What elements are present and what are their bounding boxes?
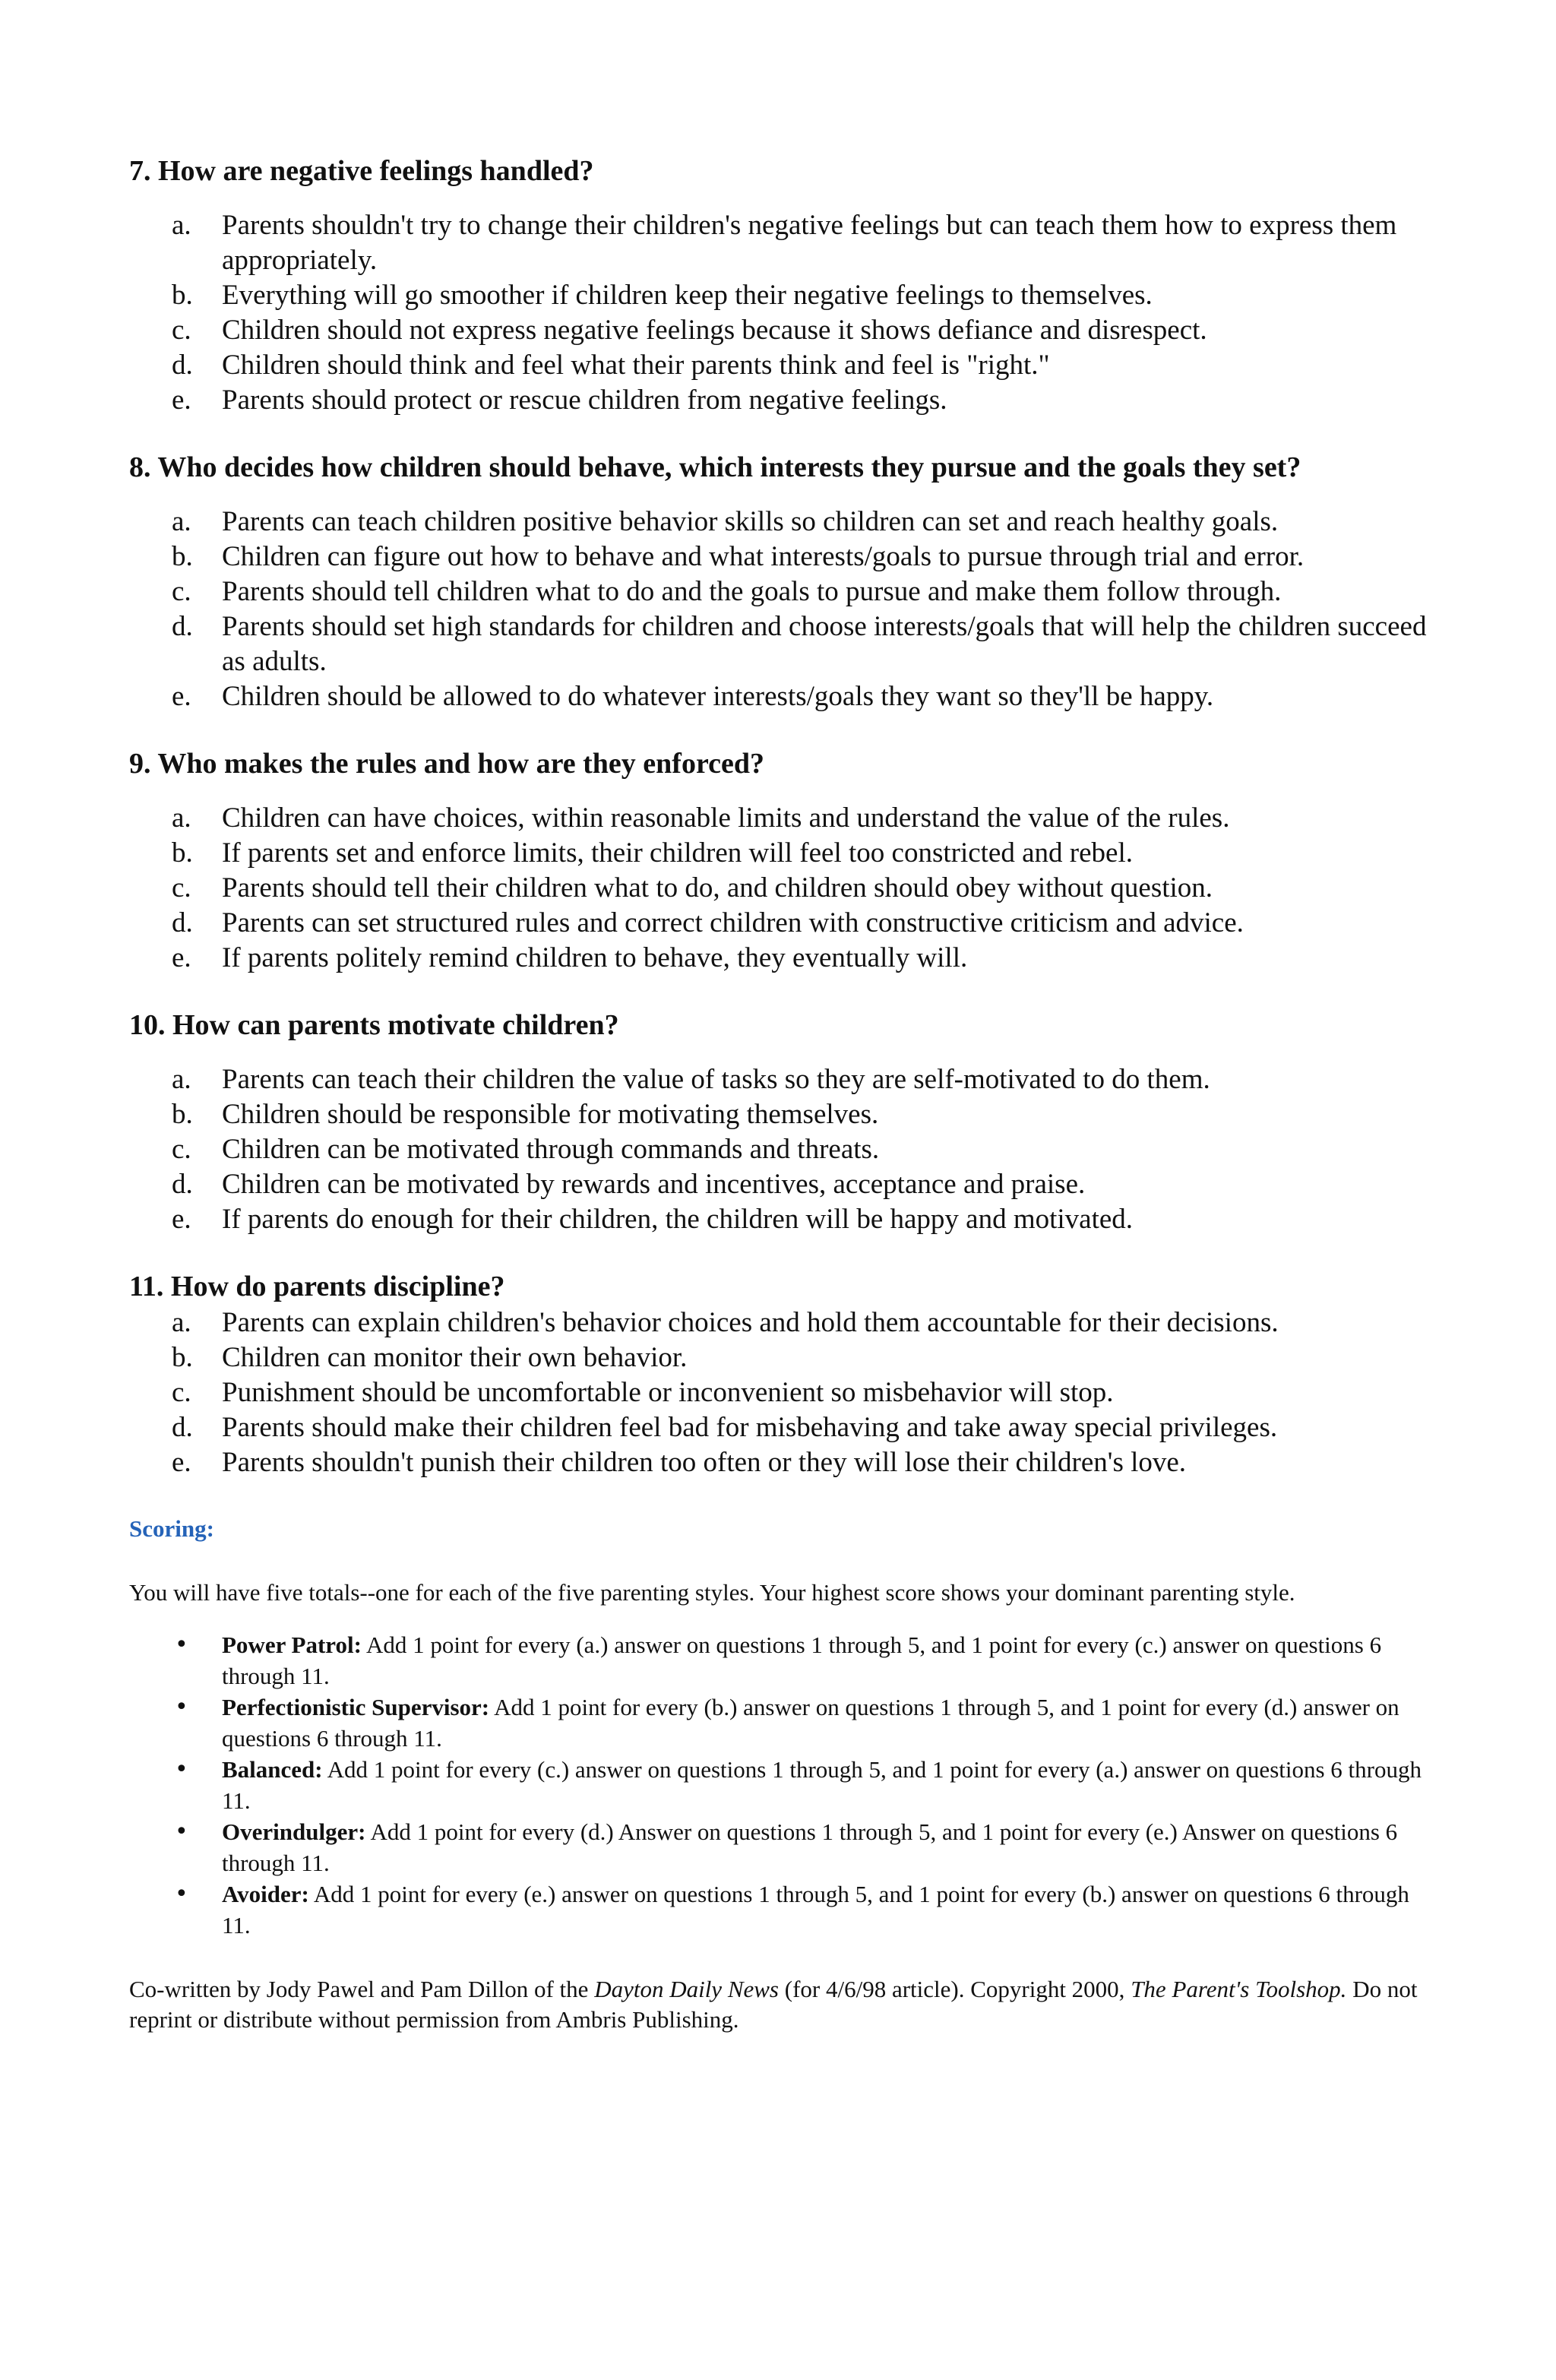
style-rule: Add 1 point for every (d.) Answer on questions 1 through 5, and 1 point for every (e.) Answer on questions 6 through 11.: [222, 1818, 1398, 1876]
style-name: Avoider:: [222, 1881, 309, 1907]
option-item: [129, 1097, 1436, 1132]
option-item: [129, 1062, 1436, 1097]
question-title: 11. How do parents discipline?: [129, 1271, 505, 1302]
option-text: Parents can teach their children the value of tasks so they are self-motivated to do them.: [222, 1064, 1210, 1095]
option-letter: b.: [172, 280, 193, 311]
option-text: Punishment should be uncomfortable or inconvenient so misbehavior will stop.: [222, 1377, 1114, 1408]
option-item: [129, 1167, 1436, 1202]
option-item: [129, 1202, 1436, 1237]
question-9: [129, 745, 1436, 976]
option-item: [129, 313, 1436, 348]
scoring-list: [129, 1629, 1436, 1941]
option-item: [129, 906, 1436, 941]
option-item: [129, 679, 1436, 714]
option-letter: b.: [172, 1342, 193, 1373]
option-text: Parents shouldn't punish their children too often or they will lose their children's love.: [222, 1447, 1187, 1478]
question-11: [129, 1268, 1436, 1480]
option-item: [129, 1445, 1436, 1480]
option-letter: b.: [172, 1099, 193, 1130]
option-letter: d.: [172, 1169, 193, 1200]
document-page: [129, 152, 1436, 2035]
option-item: [129, 278, 1436, 313]
question-title: 7. How are negative feelings handled?: [129, 155, 594, 187]
option-letter: b.: [172, 541, 193, 572]
style-rule: Add 1 point for every (c.) answer on questions 1 through 5, and 1 point for every (a.) answer on questions 6 through 11.: [222, 1756, 1422, 1814]
question-title: 8. Who decides how children should behave, which interests they pursue and the goals they set?: [129, 451, 1301, 483]
option-list: [129, 1062, 1436, 1237]
footer-text: Co-written by Jody Pawel and Pam Dillon of the: [129, 1976, 595, 2002]
option-text: Children should be allowed to do whatever interests/goals they want so they'll be happy.: [222, 681, 1214, 712]
option-letter: b.: [172, 837, 193, 869]
option-letter: d.: [172, 1412, 193, 1443]
option-letter: c.: [172, 1377, 191, 1408]
option-item: [129, 208, 1436, 278]
option-letter: d.: [172, 611, 193, 642]
option-letter: c.: [172, 315, 191, 346]
option-text: Parents should tell their children what to do, and children should obey without question.: [222, 872, 1213, 904]
option-text: Parents should tell children what to do and the goals to pursue and make them follow through.: [222, 576, 1282, 607]
option-list: [129, 1306, 1436, 1480]
question-8: [129, 448, 1436, 714]
style-name: Overindulger:: [222, 1818, 366, 1845]
option-letter: a.: [172, 1307, 191, 1338]
style-name: Power Patrol:: [222, 1632, 362, 1658]
option-list: [129, 505, 1436, 714]
scoring-item: [129, 1754, 1436, 1816]
option-letter: e.: [172, 681, 191, 712]
option-letter: e.: [172, 385, 191, 416]
option-list: [129, 208, 1436, 418]
option-letter: c.: [172, 872, 191, 904]
question-title: 10. How can parents motivate children?: [129, 1009, 619, 1041]
option-letter: d.: [172, 907, 193, 938]
option-item: [129, 871, 1436, 906]
option-letter: e.: [172, 942, 191, 973]
copyright-note: [129, 1974, 1436, 2035]
option-text: Parents can explain children's behavior choices and hold them accountable for their decisions.: [222, 1307, 1279, 1338]
option-item: [129, 348, 1436, 383]
option-text: If parents set and enforce limits, their children will feel too constricted and rebel.: [222, 837, 1133, 869]
option-letter: a.: [172, 1064, 191, 1095]
bullet-icon: •: [175, 1881, 188, 1907]
scoring-item: [129, 1878, 1436, 1941]
scoring-item: [129, 1692, 1436, 1754]
publication-name: Dayton Daily News: [594, 1976, 779, 2002]
option-text: Parents should make their children feel bad for misbehaving and take away special privileges.: [222, 1412, 1278, 1443]
option-item: [129, 505, 1436, 540]
option-letter: c.: [172, 576, 191, 607]
option-letter: e.: [172, 1204, 191, 1235]
option-letter: d.: [172, 350, 193, 381]
scoring-heading: Scoring:: [129, 1515, 214, 1542]
option-item: [129, 574, 1436, 609]
option-item: [129, 1410, 1436, 1445]
option-item: [129, 540, 1436, 574]
question-10: [129, 1006, 1436, 1237]
option-item: [129, 1375, 1436, 1410]
option-text: Children can be motivated through commands and threats.: [222, 1134, 880, 1165]
question-title: 9. Who makes the rules and how are they enforced?: [129, 748, 764, 780]
option-letter: e.: [172, 1447, 191, 1478]
option-text: If parents politely remind children to behave, they eventually will.: [222, 942, 968, 973]
option-text: Parents should set high standards for children and choose interests/goals that will help the children succeed as adults.: [222, 611, 1427, 677]
scoring-intro: You will have five totals--one for each of the five parenting styles. Your highest score shows your dominant parenting style.: [129, 1579, 1295, 1606]
bullet-icon: •: [175, 1694, 188, 1720]
scoring-section: [129, 1514, 1436, 1941]
option-text: Children should be responsible for motivating themselves.: [222, 1099, 879, 1130]
option-text: Parents shouldn't try to change their children's negative feelings but can teach them how to express them appropriately.: [222, 210, 1397, 276]
option-item: [129, 801, 1436, 836]
option-letter: a.: [172, 210, 191, 241]
option-letter: c.: [172, 1134, 191, 1165]
bullet-icon: •: [175, 1818, 188, 1845]
option-item: [129, 1306, 1436, 1340]
option-item: [129, 836, 1436, 871]
option-list: [129, 801, 1436, 976]
style-name: Perfectionistic Supervisor:: [222, 1694, 490, 1720]
scoring-item: [129, 1816, 1436, 1878]
option-text: Parents can teach children positive behavior skills so children can set and reach healthy goals.: [222, 506, 1279, 537]
option-item: [129, 1340, 1436, 1375]
option-text: Children can have choices, within reasonable limits and understand the value of the rules.: [222, 802, 1230, 834]
option-item: [129, 609, 1436, 679]
option-text: Children should think and feel what their parents think and feel is "right.": [222, 350, 1050, 381]
option-letter: a.: [172, 802, 191, 834]
footer-text: (for 4/6/98 article). Copyright 2000,: [779, 1976, 1131, 2002]
option-text: Children can monitor their own behavior.: [222, 1342, 688, 1373]
style-rule: Add 1 point for every (e.) answer on questions 1 through 5, and 1 point for every (b.) answer on questions 6 through 11.: [222, 1881, 1409, 1938]
option-text: Parents can set structured rules and correct children with constructive criticism and advice.: [222, 907, 1244, 938]
style-rule: Add 1 point for every (a.) answer on questions 1 through 5, and 1 point for every (c.) answer on questions 6 through 11.: [222, 1632, 1382, 1689]
option-item: [129, 383, 1436, 418]
option-text: Everything will go smoother if children keep their negative feelings to themselves.: [222, 280, 1153, 311]
option-text: Parents should protect or rescue children from negative feelings.: [222, 385, 947, 416]
option-letter: a.: [172, 506, 191, 537]
scoring-item: [129, 1629, 1436, 1692]
book-title: The Parent's Toolshop.: [1131, 1976, 1347, 2002]
style-name: Balanced:: [222, 1756, 323, 1783]
option-text: Children should not express negative feelings because it shows defiance and disrespect.: [222, 315, 1207, 346]
footer-text: Do not reprint or distribute without permission from Ambris Publishing.: [129, 1976, 1418, 2033]
option-text: Children can be motivated by rewards and incentives, acceptance and praise.: [222, 1169, 1086, 1200]
style-rule: Add 1 point for every (b.) answer on questions 1 through 5, and 1 point for every (d.) answer on questions 6 through 11.: [222, 1694, 1399, 1752]
option-item: [129, 941, 1436, 976]
bullet-icon: •: [175, 1632, 188, 1658]
option-text: If parents do enough for their children, the children will be happy and motivated.: [222, 1204, 1134, 1235]
bullet-icon: •: [175, 1756, 188, 1783]
question-7: [129, 152, 1436, 418]
option-item: [129, 1132, 1436, 1167]
option-text: Children can figure out how to behave and what interests/goals to pursue through trial and error.: [222, 541, 1305, 572]
